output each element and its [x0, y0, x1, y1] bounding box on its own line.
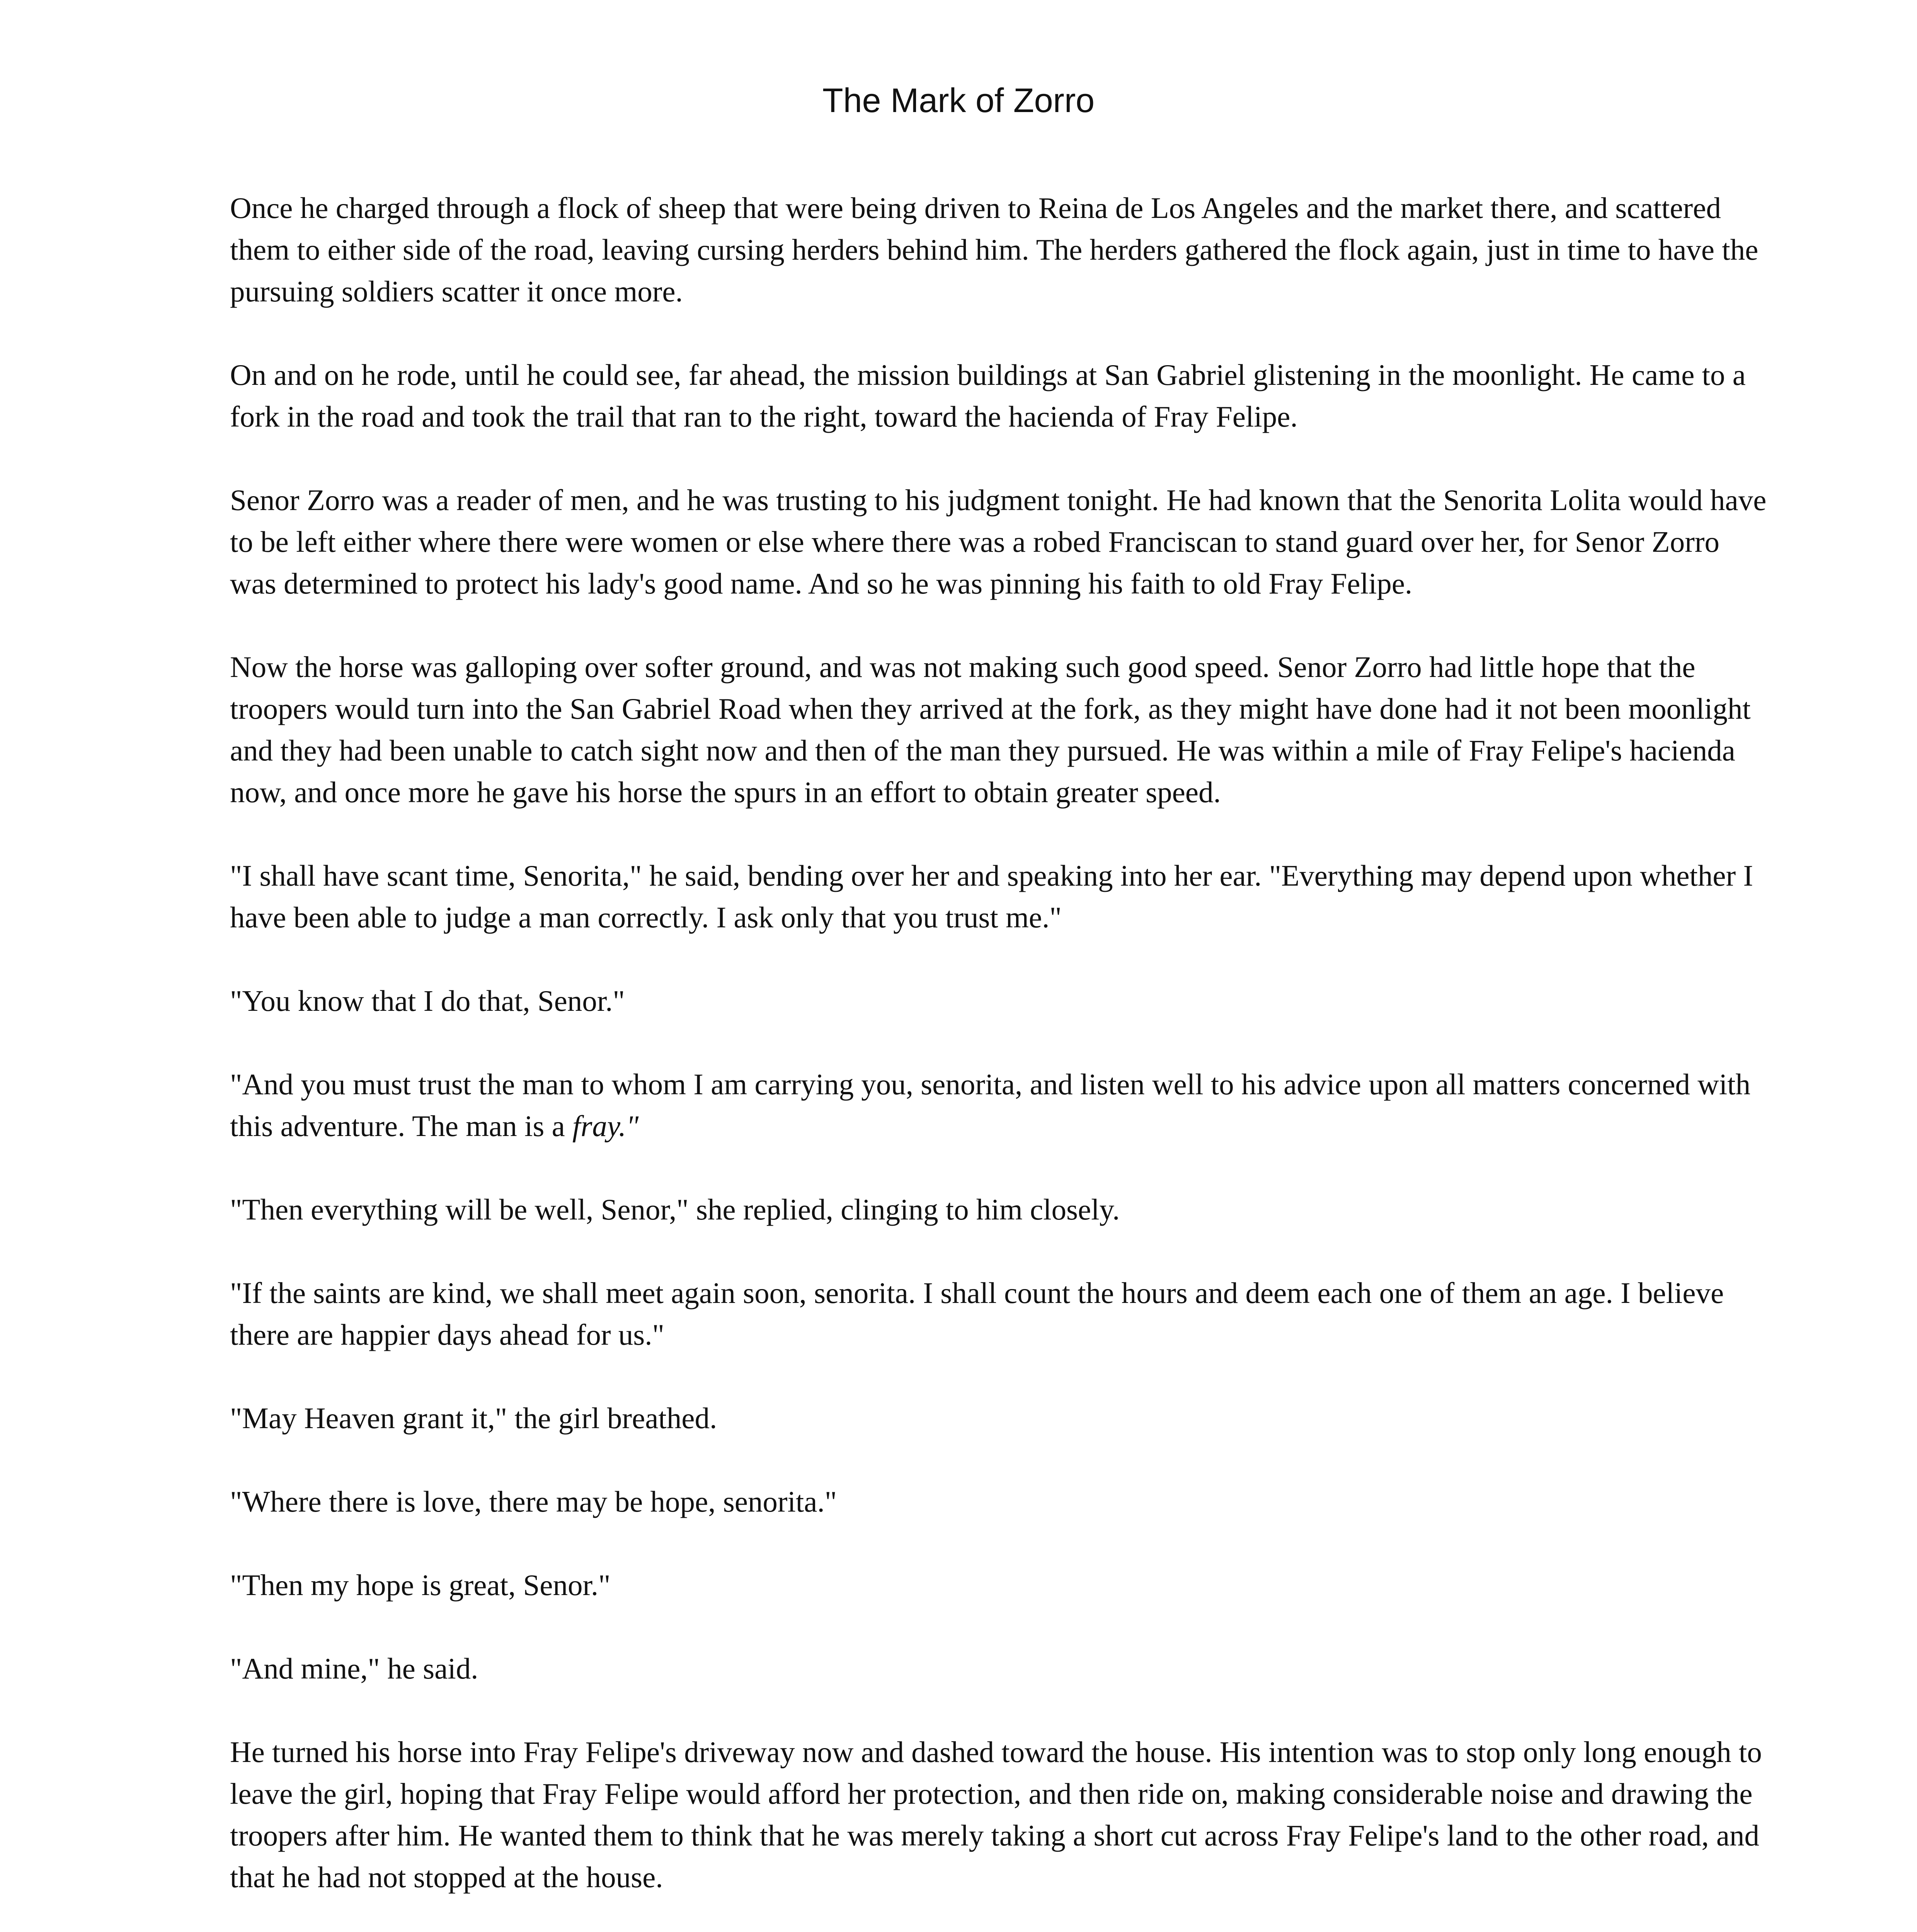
- running-head-title: The Mark of Zorro: [822, 81, 1095, 119]
- paragraph: "Then my hope is great, Senor.": [230, 1568, 611, 1602]
- paragraph: [230, 1063, 1768, 1147]
- chapter-body: [230, 187, 1768, 1932]
- paragraph: Senor Zorro was a reader of men, and he was trusting to his judgment tonight. He had known that the Senorita Lolita would have to be left either where there were women or else where there was a robed Franciscan to stand guard over her, for Senor Zorro was determined to protect his lady's good name. And so he was pinning his faith to old Fray Felipe.: [230, 483, 1767, 600]
- paragraph: "Where there is love, there may be hope, senorita.": [230, 1485, 837, 1518]
- paragraph: On and on he rode, until he could see, far ahead, the mission buildings at San Gabriel glistening in the moonlight. He came to a fork in the road and took the trail that ran to the right, toward the hacienda of Fray Felipe.: [230, 358, 1746, 433]
- italic-word: fray.": [572, 1109, 639, 1143]
- paragraph: "Then everything will be well, Senor," she replied, clinging to him closely.: [230, 1193, 1120, 1226]
- paragraph: "I shall have scant time, Senorita," he said, bending over her and speaking into her ear. "Everything may depend upon whether I have been able to judge a man correctly. I ask only that you trust me.": [230, 859, 1753, 934]
- paragraph: "If the saints are kind, we shall meet again soon, senorita. I shall count the hours and deem each one of them an age. I believe there are happier days ahead for us.": [230, 1276, 1724, 1351]
- paragraph-text: "And you must trust the man to whom I am carrying you, senorita, and listen well to his advice upon all matters concerned with this adventure. The man is a: [230, 1068, 1751, 1143]
- paragraph: Once he charged through a flock of sheep that were being driven to Reina de Los Angeles and the market there, and scattered them to either side of the road, leaving cursing herders behind him. The herders gathered the flock again, just in time to have the pursuing soldiers scatter it once more.: [230, 191, 1759, 308]
- paragraph: "May Heaven grant it," the girl breathed.: [230, 1401, 717, 1435]
- paragraph: He turned his horse into Fray Felipe's driveway now and dashed toward the house. His intention was to stop only long enough to leave the girl, hoping that Fray Felipe would afford her protection, and then ride on, making considerable noise and drawing the troopers after him. He wanted them to think that he was merely taking a short cut across Fray Felipe's land to the other road, and that he had not stopped at the house.: [230, 1735, 1762, 1894]
- paragraph: Now the horse was galloping over softer ground, and was not making such good speed. Senor Zorro had little hope that the troopers would turn into the San Gabriel Road when they arrived at the fork, as they might have done had it not been moonlight and they had been unable to catch sight now and then of the man they pursued. He was within a mile of Fray Felipe's hacienda now, and once more he gave his horse the spurs in an effort to obtain greater speed.: [230, 650, 1751, 809]
- paragraph: "And mine," he said.: [230, 1652, 478, 1685]
- paragraph: "You know that I do that, Senor.": [230, 984, 625, 1017]
